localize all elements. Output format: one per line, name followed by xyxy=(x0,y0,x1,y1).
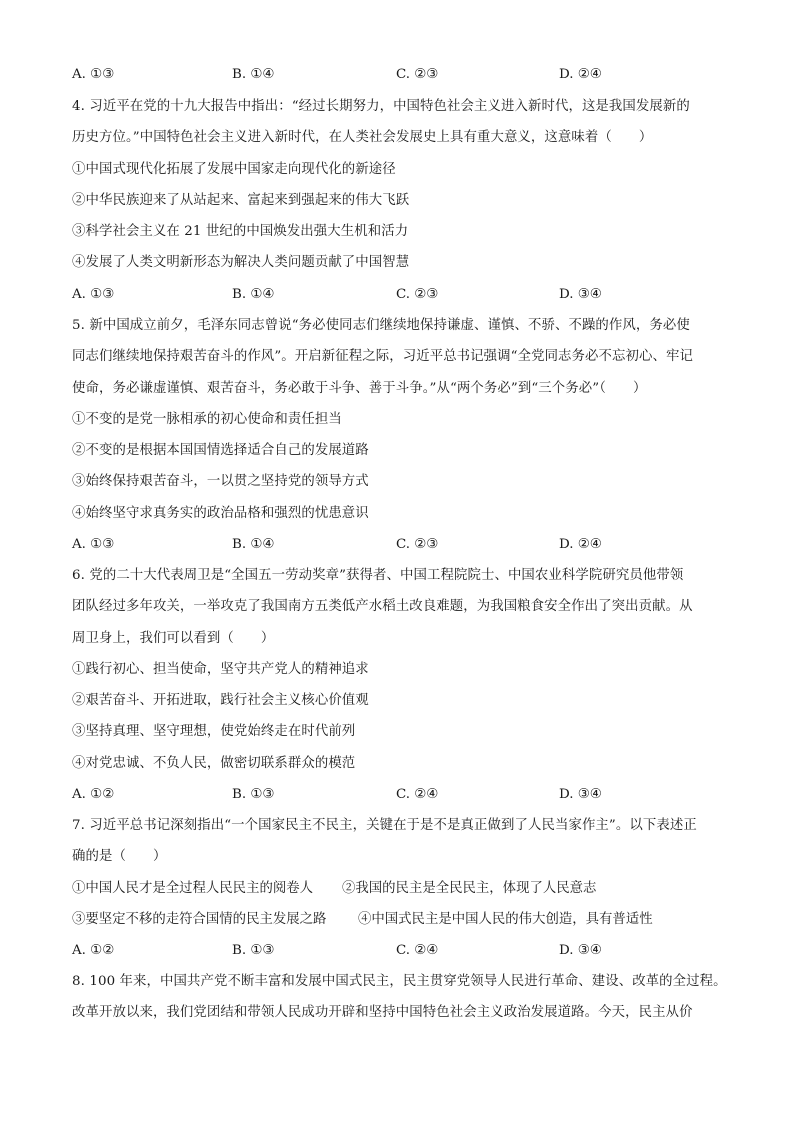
q4-options xyxy=(72,286,732,304)
q5-statement-2: ②不变的是根据本国国情选择适合自己的发展道路 xyxy=(72,443,369,458)
q6-option-d[interactable]: D. ③④ xyxy=(559,787,602,802)
q7-statements-row-1 xyxy=(72,880,732,898)
q5-option-a[interactable]: A. ①③ xyxy=(72,537,115,552)
q6-option-b[interactable]: B. ①③ xyxy=(232,787,275,802)
q7-stem-line-1: 7. 习近平总书记深刻指出“一个国家民主不民主，关键在于是不是真正做到了人民当家作主”。以下表述正 xyxy=(72,818,697,833)
q5-statement-4: ④始终坚守求真务实的政治品格和强烈的忧患意识 xyxy=(72,506,369,521)
q7-options xyxy=(72,942,732,960)
q8-stem-line-2: 改革开放以来，我们党团结和带领人民成功开辟和坚持中国特色社会主义政治发展道路。今天，民主从价 xyxy=(72,1005,693,1020)
q4-stem-line-2: 历史方位。”中国特色社会主义进入新时代，在人类社会发展史上具有重大意义，这意味着（ ） xyxy=(72,130,653,145)
q7-statement-2: ②我国的民主是全民民主，体现了人民意志 xyxy=(342,881,597,896)
q5-stem-line-3: 使命，务必谦虚谨慎、艰苦奋斗，务必敢于斗争、善于斗争。”从“两个务必”到“三个务必”（ ） xyxy=(72,381,647,396)
q3-option-b[interactable]: B. ①④ xyxy=(232,67,275,82)
q3-option-d[interactable]: D. ②④ xyxy=(559,67,602,82)
q8-stem-line-1: 8. 100 年来，中国共产党不断丰富和发展中国式民主，民主贯穿党领导人民进行革命、建设、改革的全过程。 xyxy=(72,974,727,989)
q6-options xyxy=(72,786,732,804)
q4-statement-1: ①中国式现代化拓展了发展中国家走向现代化的新途径 xyxy=(72,162,396,177)
q5-option-c[interactable]: C. ②③ xyxy=(396,537,439,552)
q6-statement-3: ③坚持真理、坚守理想，使党始终走在时代前列 xyxy=(72,724,356,739)
q7-statement-1: ①中国人民才是全过程人民民主的阅卷人 xyxy=(72,881,314,896)
q3-options xyxy=(72,66,732,84)
q6-statement-2: ②艰苦奋斗、开拓进取，践行社会主义核心价值观 xyxy=(72,693,369,708)
q6-stem-line-1: 6. 党的二十大代表周卫是“全国五一劳动奖章”获得者、中国工程院院士、中国农业科学院研究员他带领 xyxy=(72,568,684,583)
q4-statement-3: ③科学社会主义在 21 世纪的中国焕发出强大生机和活力 xyxy=(72,224,409,239)
q6-stem-line-2: 团队经过多年攻关，一举攻克了我国南方五类低产水稻土改良难题，为我国粮食安全作出了突出贡献。从 xyxy=(72,599,693,614)
q5-statement-3: ③始终保持艰苦奋斗，一以贯之坚持党的领导方式 xyxy=(72,474,369,489)
q6-option-c[interactable]: C. ②④ xyxy=(396,787,439,802)
q5-options xyxy=(72,536,732,554)
q5-option-d[interactable]: D. ②④ xyxy=(559,537,602,552)
q7-option-d[interactable]: D. ③④ xyxy=(559,943,602,958)
q6-option-a[interactable]: A. ①② xyxy=(72,787,115,802)
q6-stem-line-3: 周卫身上，我们可以看到（ ） xyxy=(72,631,275,646)
q5-option-b[interactable]: B. ①④ xyxy=(232,537,275,552)
q5-statement-1: ①不变的是党一脉相承的初心使命和责任担当 xyxy=(72,412,342,427)
q4-option-d[interactable]: D. ③④ xyxy=(559,287,602,302)
q4-option-c[interactable]: C. ②③ xyxy=(396,287,439,302)
q7-option-a[interactable]: A. ①② xyxy=(72,943,115,958)
q4-statement-4: ④发展了人类文明新形态为解决人类问题贡献了中国智慧 xyxy=(72,255,410,270)
q4-option-b[interactable]: B. ①④ xyxy=(232,287,275,302)
q4-statement-2: ②中华民族迎来了从站起来、富起来到强起来的伟大飞跃 xyxy=(72,193,410,208)
q3-option-c[interactable]: C. ②③ xyxy=(396,67,439,82)
q6-statement-1: ①践行初心、担当使命，坚守共产党人的精神追求 xyxy=(72,662,369,677)
q6-statement-4: ④对党忠诚、不负人民，做密切联系群众的模范 xyxy=(72,756,356,771)
q4-option-a[interactable]: A. ①③ xyxy=(72,287,115,302)
q7-option-c[interactable]: C. ②④ xyxy=(396,943,439,958)
q3-option-a[interactable]: A. ①③ xyxy=(72,67,115,82)
q7-option-b[interactable]: B. ①③ xyxy=(232,943,275,958)
q7-statements-row-2 xyxy=(72,911,732,929)
q7-stem-line-2: 确的是（ ） xyxy=(72,849,167,864)
q5-stem-line-1: 5. 新中国成立前夕，毛泽东同志曾说“务必使同志们继续地保持谦虚、谨慎、不骄、不躁的作风，务必使 xyxy=(72,318,690,333)
q7-statement-3: ③要坚定不移的走符合国情的民主发展之路 xyxy=(72,912,327,927)
q5-stem-line-2: 同志们继续地保持艰苦奋斗的作风”。开启新征程之际，习近平总书记强调“全党同志务必不忘初心、牢记 xyxy=(72,349,693,364)
q4-stem-line-1: 4. 习近平在党的十九大报告中指出：“经过长期努力，中国特色社会主义进入新时代，这是我国发展新的 xyxy=(72,99,690,114)
q7-statement-4: ④中国式民主是中国人民的伟大创造，具有普适性 xyxy=(358,912,653,927)
